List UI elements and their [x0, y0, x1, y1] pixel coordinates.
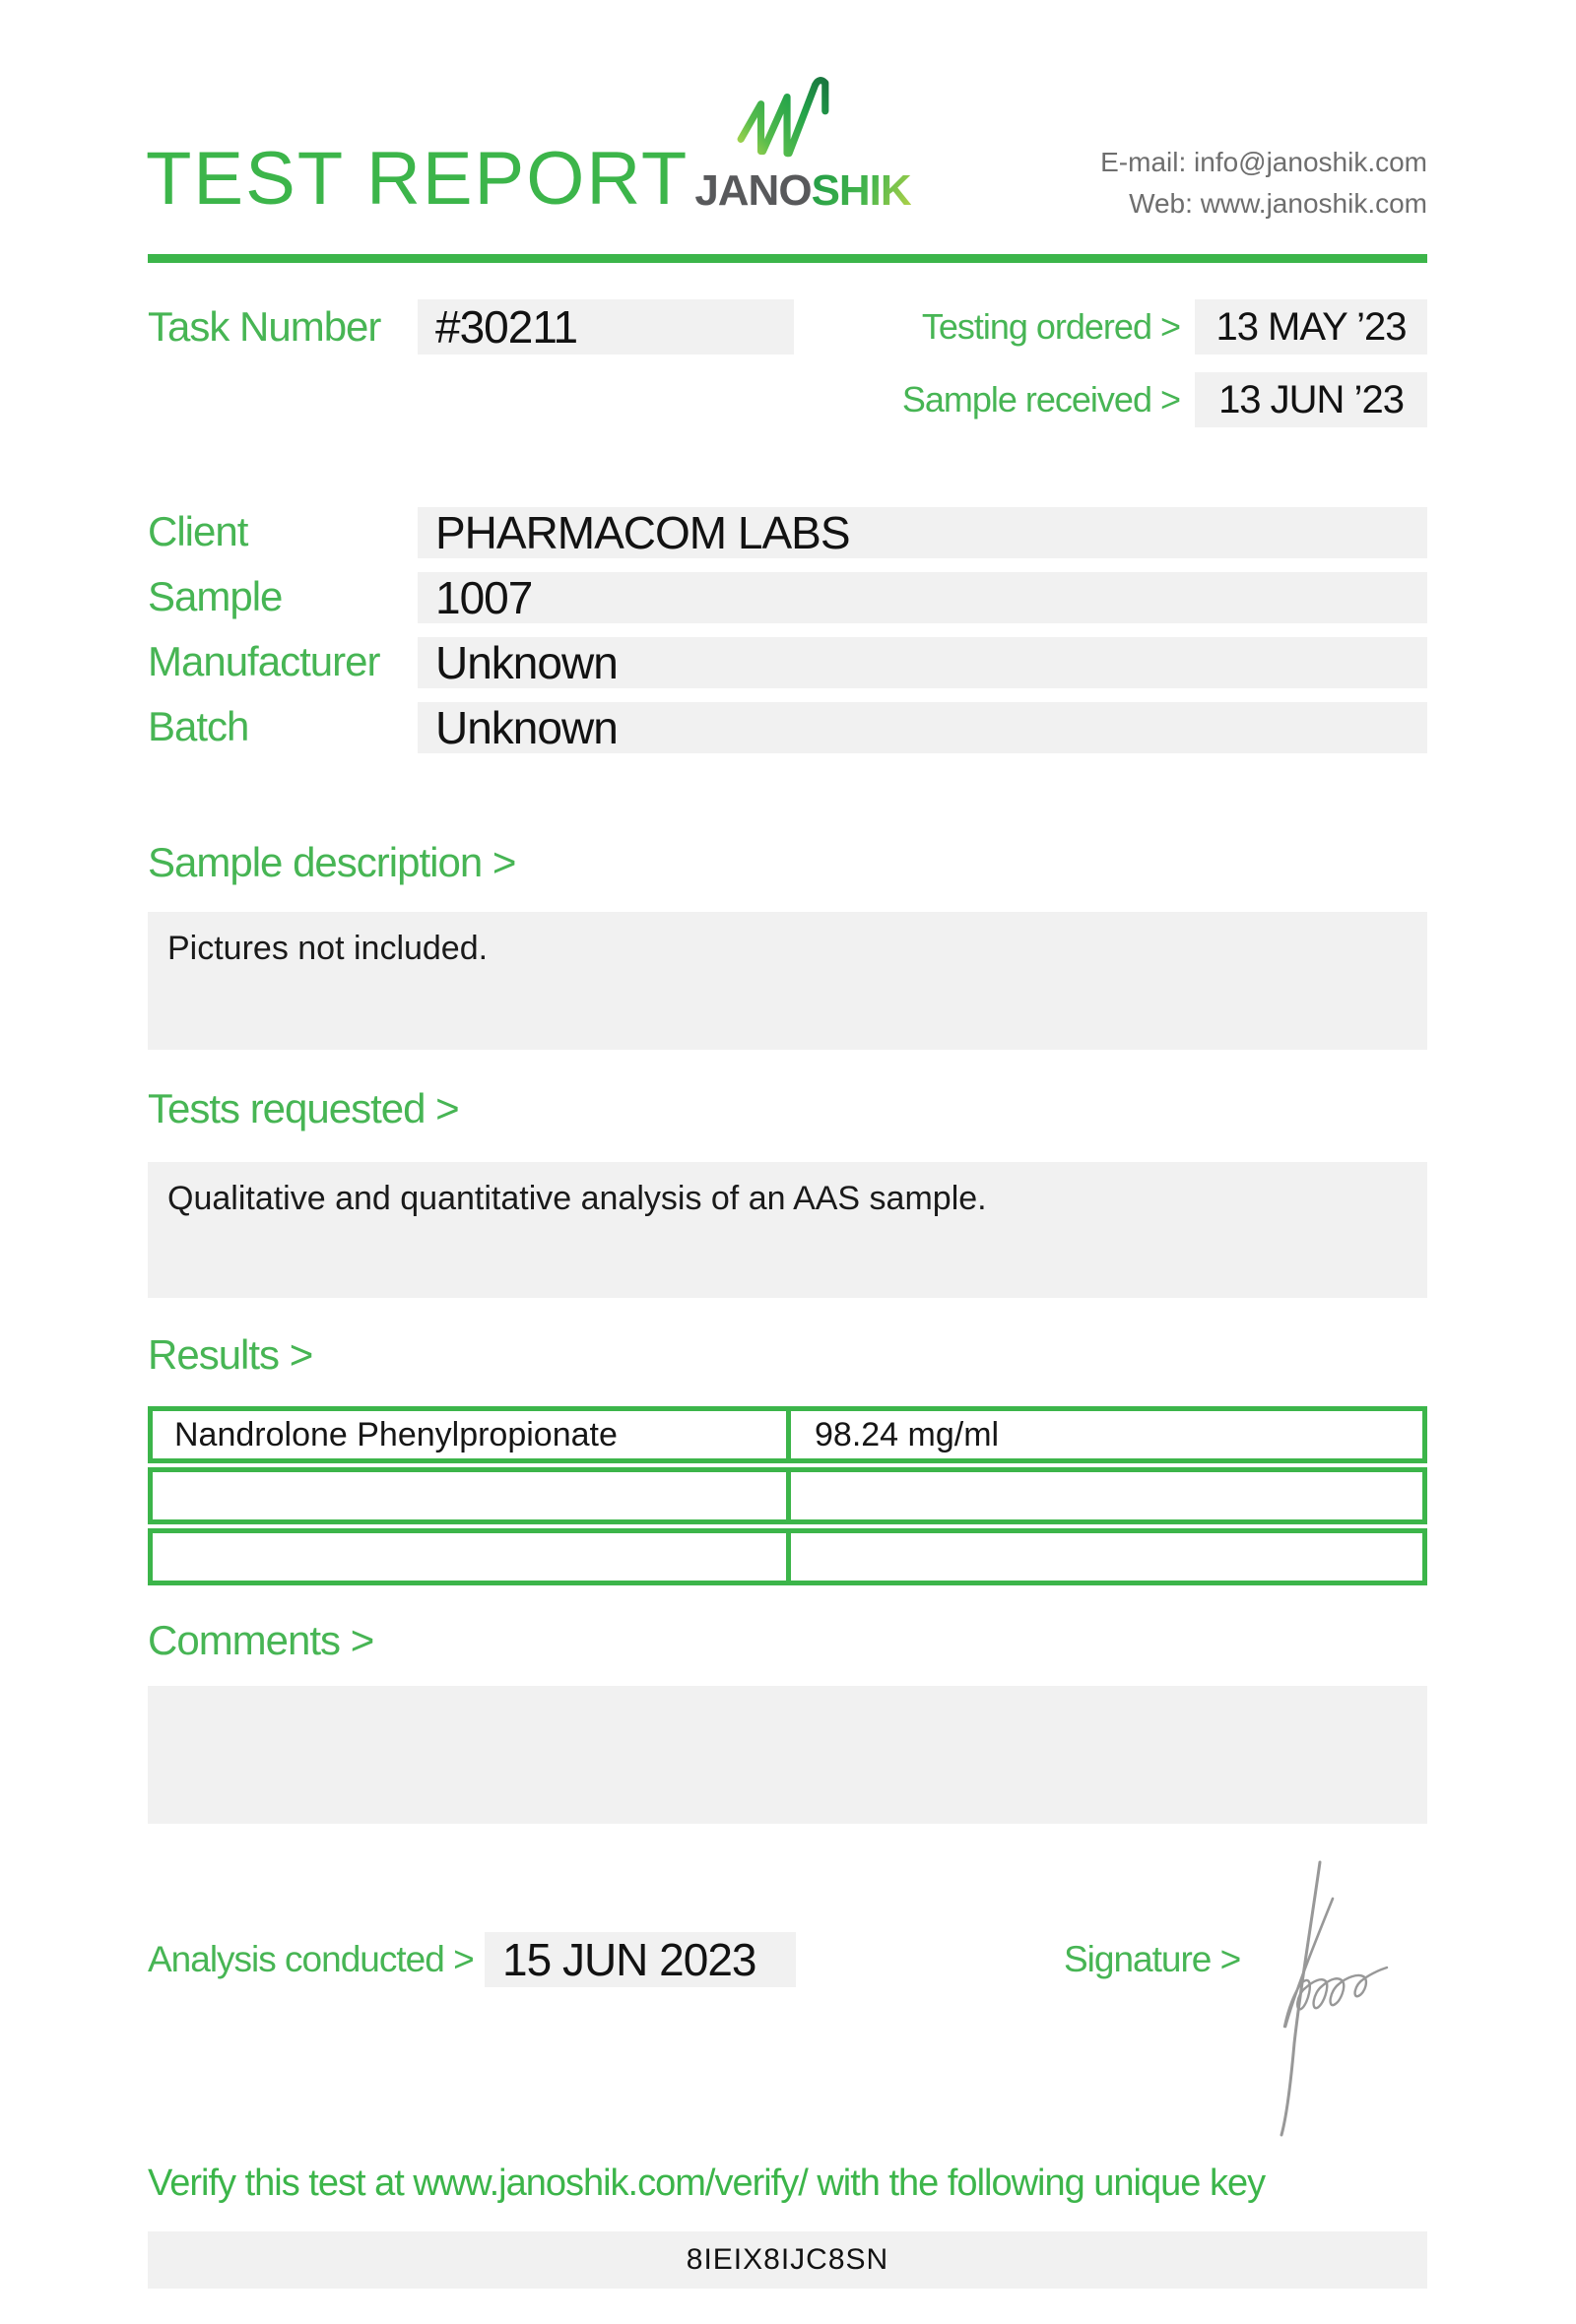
- batch-field: [418, 702, 1427, 753]
- sample-received-value: 13 JUN ’23: [1218, 378, 1404, 421]
- results-table-row: [148, 1467, 1427, 1524]
- sample-received-field: [1195, 372, 1427, 427]
- sample-description-heading: Sample description >: [148, 839, 516, 885]
- header-divider: [148, 254, 1427, 263]
- analysis-conducted-label: Analysis conducted >: [148, 1939, 474, 1979]
- sample-description-box: [148, 912, 1427, 1050]
- result-concentration: 98.24 mg/ml: [815, 1416, 1000, 1453]
- result-substance: Nandrolone Phenylpropionate: [153, 1411, 791, 1458]
- comments-heading: Comments >: [148, 1617, 374, 1663]
- comments-box: [148, 1686, 1427, 1824]
- client-label: Client: [148, 508, 248, 554]
- email-line: E-mail: info@janoshik.com: [1100, 147, 1427, 177]
- client-field: [418, 507, 1427, 558]
- sample-value: 1007: [435, 572, 533, 623]
- tests-requested-box: [148, 1162, 1427, 1298]
- client-value: PHARMACOM LABS: [435, 507, 850, 558]
- results-heading: Results >: [148, 1331, 313, 1378]
- result-concentration: [791, 1472, 1422, 1519]
- comments-text: [148, 1686, 1427, 1702]
- logo-wordmark: [680, 167, 926, 215]
- verify-instruction: Verify this test at www.janoshik.com/verify/ with the following unique key: [148, 2163, 1266, 2204]
- sample-label: Sample: [148, 573, 283, 619]
- batch-value: Unknown: [435, 702, 618, 753]
- tests-requested-text: Qualitative and quantitative analysis of an AAS sample.: [167, 1180, 987, 1217]
- manufacturer-value: Unknown: [435, 637, 618, 688]
- logo-shik: SHIK: [811, 166, 911, 215]
- testing-ordered-field: [1195, 299, 1427, 355]
- analysis-conducted-value: 15 JUN 2023: [502, 1934, 756, 1985]
- logo-jano: JANO: [694, 166, 812, 215]
- trend-chart-icon: [735, 77, 835, 165]
- results-table-row: [148, 1406, 1427, 1463]
- tests-requested-heading: Tests requested >: [148, 1085, 459, 1131]
- task-number-field: [418, 299, 794, 355]
- results-table-row: [148, 1528, 1427, 1585]
- batch-label: Batch: [148, 703, 249, 749]
- page-title: TEST REPORT: [146, 137, 690, 221]
- result-substance: [153, 1472, 791, 1519]
- result-substance: [153, 1533, 791, 1581]
- unique-key-field: 8IEIX8IJC8SN: [148, 2231, 1427, 2289]
- manufacturer-label: Manufacturer: [148, 638, 380, 684]
- signature-label: Signature >: [1064, 1939, 1241, 1979]
- signature-mark: [1261, 1851, 1438, 2206]
- task-number-label: Task Number: [148, 303, 381, 350]
- task-number-value: #30211: [435, 301, 578, 353]
- testing-ordered-value: 13 MAY ’23: [1215, 305, 1407, 349]
- result-concentration: [791, 1533, 1422, 1581]
- sample-field: [418, 572, 1427, 623]
- analysis-conducted-field: [485, 1932, 796, 1987]
- manufacturer-field: [418, 637, 1427, 688]
- sample-description-text: Pictures not included.: [167, 930, 489, 967]
- sample-received-label: Sample received >: [901, 379, 1180, 420]
- testing-ordered-label: Testing ordered >: [921, 306, 1180, 347]
- web-line: Web: www.janoshik.com: [1129, 188, 1427, 219]
- contact-info: [1100, 142, 1427, 225]
